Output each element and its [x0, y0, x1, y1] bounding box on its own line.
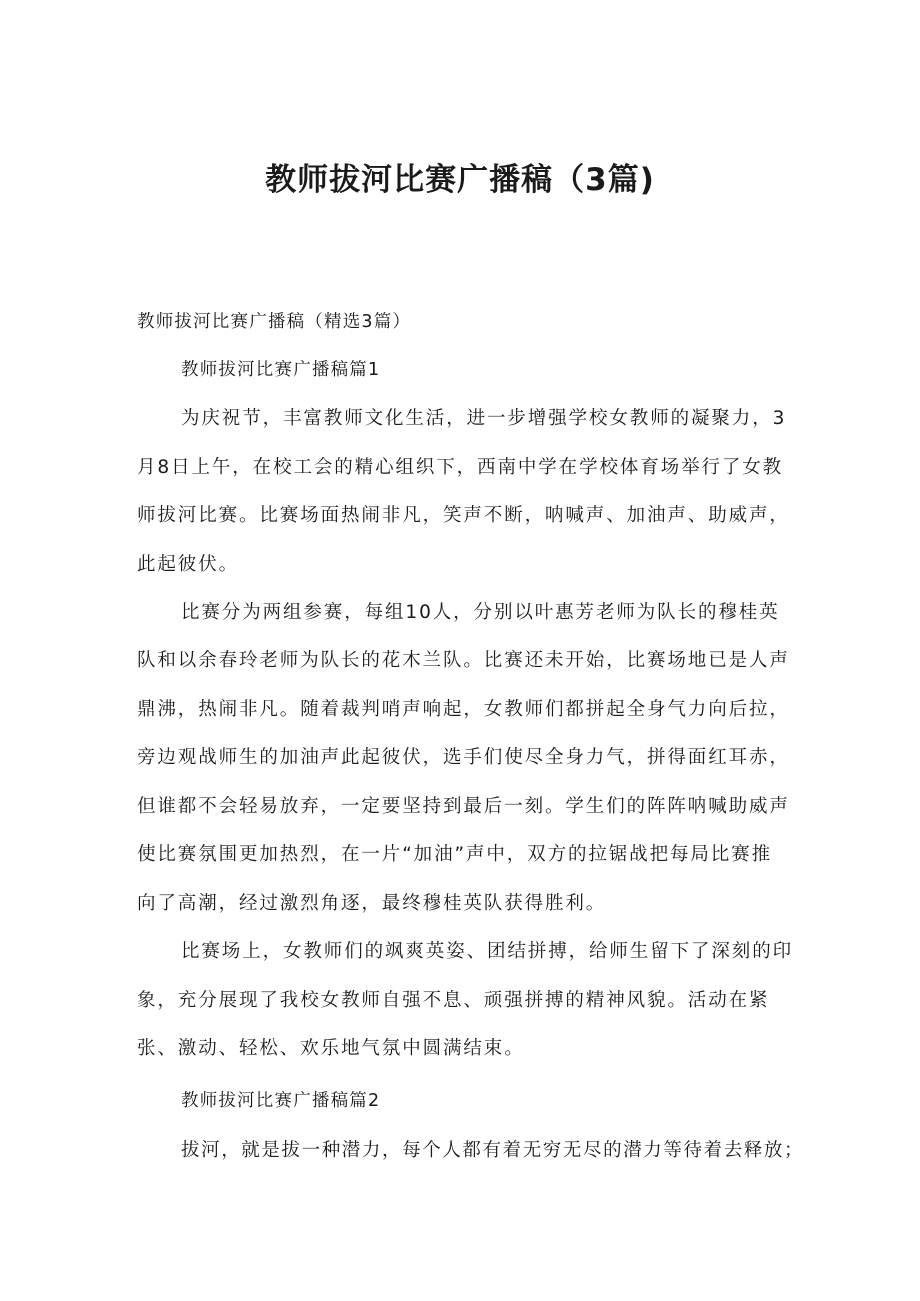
paragraph-1-line-3: 师拔河比赛。比赛场面热闹非凡，笑声不断，呐喊声、加油声、助威声， — [137, 505, 790, 526]
document-title: 教师拔河比赛广播稿（3篇) — [265, 162, 655, 198]
paragraph-2-line-7: 向了高潮，经过激烈角逐，最终穆桂英队获得胜利。 — [137, 893, 607, 914]
document-subtitle: 教师拔河比赛广播稿（精选3篇） — [137, 312, 412, 332]
section-heading-2: 教师拔河比赛广播稿篇2 — [181, 1091, 381, 1111]
paragraph-1-line-2: 月8日上午，在校工会的精心组织下，西南中学在学校体育场举行了女教 — [137, 457, 784, 478]
paragraph-2-line-2: 队和以余春玲老师为队长的花木兰队。比赛还未开始，比赛场地已是人声 — [137, 650, 790, 671]
paragraph-3-line-3: 张、激动、轻松、欢乐地气氛中圆满结束。 — [137, 1038, 525, 1059]
paragraph-2-line-1: 比赛分为两组参赛，每组10人，分别以叶惠芳老师为队长的穆桂英 — [181, 602, 780, 623]
paragraph-1-line-4: 此起彼伏。 — [137, 554, 240, 575]
paragraph-2-line-4: 旁边观战师生的加油声此起彼伏，选手们使尽全身力气，拼得面红耳赤， — [137, 747, 790, 768]
paragraph-2-line-5: 但谁都不会轻易放弃，一定要坚持到最后一刻。学生们的阵阵呐喊助威声 — [137, 796, 790, 817]
paragraph-4-line-1: 拔河，就是拔一种潜力，每个人都有着无穷无尽的潜力等待着去释放； — [181, 1140, 805, 1161]
paragraph-2-line-3: 鼎沸，热闹非凡。随着裁判哨声响起，女教师们都拼起全身气力向后拉， — [137, 699, 790, 720]
paragraph-2-line-6: 使比赛氛围更加热烈，在一片“加油”声中，双方的拉锯战把每局比赛推 — [137, 844, 772, 865]
paragraph-3-line-1: 比赛场上，女教师们的飒爽英姿、团结拼搏，给师生留下了深刻的印 — [181, 941, 794, 962]
section-heading-1: 教师拔河比赛广播稿篇1 — [181, 360, 381, 380]
paragraph-3-line-2: 象，充分展现了我校女教师自强不息、顽强拼搏的精神风貌。活动在紧 — [137, 990, 770, 1011]
paragraph-1-line-1: 为庆祝节，丰富教师文化生活，进一步增强学校女教师的凝聚力，3 — [181, 408, 787, 429]
